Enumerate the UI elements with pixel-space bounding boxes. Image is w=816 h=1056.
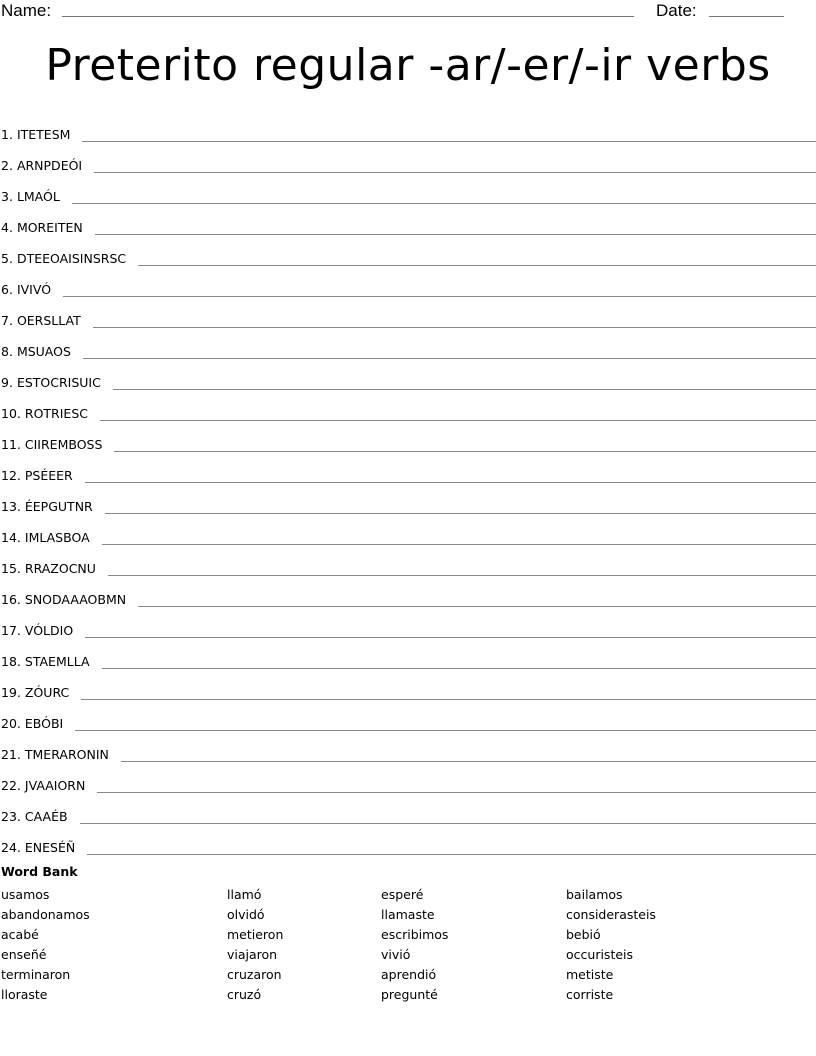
scramble-clue bbox=[0, 437, 102, 453]
answer-line[interactable] bbox=[95, 233, 816, 235]
scramble-row bbox=[0, 236, 816, 267]
word-bank-word: considerasteis bbox=[566, 907, 656, 922]
scrambled-word: MOREITEN bbox=[16, 220, 83, 235]
word-bank-word: lloraste bbox=[1, 987, 48, 1002]
scrambled-word: JVAAIORN bbox=[24, 778, 86, 793]
scramble-clue bbox=[0, 654, 90, 670]
scramble-number: 24. bbox=[1, 840, 21, 855]
word-bank-word: corriste bbox=[566, 987, 614, 1002]
word-bank-word: pregunté bbox=[381, 987, 438, 1002]
name-label: Name: bbox=[1, 1, 52, 20]
scramble-number: 13. bbox=[1, 499, 21, 514]
word-bank-word: abandonamos bbox=[1, 907, 90, 922]
answer-line[interactable] bbox=[81, 698, 816, 700]
scrambled-word: IVIVÓ bbox=[16, 282, 52, 297]
answer-line[interactable] bbox=[97, 791, 816, 793]
scramble-row bbox=[0, 329, 816, 360]
scramble-row bbox=[0, 484, 816, 515]
scrambled-word: ROTRIESC bbox=[24, 406, 88, 421]
scramble-clue bbox=[0, 406, 88, 422]
word-bank-word: escribimos bbox=[381, 927, 449, 942]
scrambled-word: OERSLLAT bbox=[16, 313, 81, 328]
word-bank-word: viajaron bbox=[227, 947, 278, 962]
scrambled-word: RRAZOCNU bbox=[24, 561, 96, 576]
scramble-row bbox=[0, 174, 816, 205]
answer-line[interactable] bbox=[63, 295, 816, 297]
name-field[interactable] bbox=[62, 16, 634, 17]
scrambled-word: ZÓURC bbox=[24, 685, 70, 700]
scramble-clue bbox=[0, 499, 93, 515]
scramble-number: 21. bbox=[1, 747, 21, 762]
scramble-clue bbox=[0, 220, 83, 236]
scramble-number: 6. bbox=[1, 282, 13, 297]
answer-line[interactable] bbox=[72, 202, 816, 204]
scrambled-word: ITETESM bbox=[16, 127, 71, 142]
scramble-clue bbox=[0, 282, 51, 298]
word-bank-word: terminaron bbox=[1, 967, 71, 982]
scramble-clue bbox=[0, 592, 126, 608]
scrambled-word: TMERARONIN bbox=[24, 747, 109, 762]
scramble-number: 17. bbox=[1, 623, 21, 638]
scramble-clue bbox=[0, 623, 73, 639]
scrambled-word: VÓLDIO bbox=[24, 623, 74, 638]
answer-line[interactable] bbox=[87, 853, 816, 855]
scramble-row bbox=[0, 639, 816, 670]
word-bank-column bbox=[566, 885, 656, 1005]
scramble-clue bbox=[0, 840, 75, 856]
scramble-clue bbox=[0, 561, 96, 577]
scramble-clue bbox=[0, 158, 82, 174]
word-bank-word: usamos bbox=[1, 887, 50, 902]
scrambled-word: MSUAOS bbox=[16, 344, 71, 359]
worksheet-title: Preterito regular -ar/-er/-ir verbs bbox=[45, 40, 771, 91]
scramble-clue bbox=[0, 809, 68, 825]
word-bank-word: enseñé bbox=[1, 947, 47, 962]
scramble-number: 4. bbox=[1, 220, 13, 235]
scramble-clue bbox=[0, 747, 109, 763]
date-field[interactable] bbox=[709, 16, 784, 17]
word-bank-word: bebió bbox=[566, 927, 601, 942]
scramble-number: 7. bbox=[1, 313, 13, 328]
scrambled-word: EBÓBI bbox=[24, 716, 64, 731]
answer-line[interactable] bbox=[100, 419, 816, 421]
scramble-number: 12. bbox=[1, 468, 21, 483]
scramble-row bbox=[0, 267, 816, 298]
answer-line[interactable] bbox=[85, 636, 816, 638]
answer-line[interactable] bbox=[82, 140, 816, 142]
answer-line[interactable] bbox=[102, 667, 816, 669]
scramble-row bbox=[0, 112, 816, 143]
answer-line[interactable] bbox=[102, 543, 816, 545]
scramble-row bbox=[0, 763, 816, 794]
word-bank-column bbox=[227, 885, 283, 1005]
scrambled-word: IMLASBOA bbox=[24, 530, 90, 545]
word-bank-word: metieron bbox=[227, 927, 284, 942]
scramble-clue bbox=[0, 344, 71, 360]
scramble-row bbox=[0, 546, 816, 577]
scramble-number: 2. bbox=[1, 158, 13, 173]
answer-line[interactable] bbox=[85, 481, 816, 483]
scramble-number: 19. bbox=[1, 685, 21, 700]
scrambled-word: CAAÉB bbox=[24, 809, 68, 824]
scramble-row bbox=[0, 515, 816, 546]
word-bank-word: vivió bbox=[381, 947, 411, 962]
scramble-row bbox=[0, 143, 816, 174]
scramble-row bbox=[0, 701, 816, 732]
word-bank-title: Word Bank bbox=[1, 864, 78, 879]
scramble-row bbox=[0, 298, 816, 329]
scramble-clue bbox=[0, 716, 63, 732]
answer-line[interactable] bbox=[94, 171, 816, 173]
answer-line[interactable] bbox=[75, 729, 816, 731]
scramble-row bbox=[0, 391, 816, 422]
scramble-clue bbox=[0, 127, 70, 143]
scrambled-word: CIIREMBOSS bbox=[24, 437, 103, 452]
scramble-clue bbox=[0, 530, 90, 546]
date-label: Date: bbox=[656, 1, 697, 20]
scramble-row bbox=[0, 453, 816, 484]
scramble-number: 3. bbox=[1, 189, 13, 204]
word-bank-word: metiste bbox=[566, 967, 614, 982]
scramble-clue bbox=[0, 778, 85, 794]
scrambled-word: ENESÉÑ bbox=[24, 840, 76, 855]
scramble-clue bbox=[0, 251, 126, 267]
scramble-list bbox=[0, 112, 816, 856]
scramble-row bbox=[0, 422, 816, 453]
scramble-number: 18. bbox=[1, 654, 21, 669]
word-bank-word: aprendió bbox=[381, 967, 437, 982]
scramble-row bbox=[0, 360, 816, 391]
answer-line[interactable] bbox=[138, 264, 816, 266]
scramble-clue bbox=[0, 685, 69, 701]
scramble-clue bbox=[0, 313, 81, 329]
scramble-row bbox=[0, 205, 816, 236]
scramble-row bbox=[0, 577, 816, 608]
worksheet-header bbox=[0, 0, 816, 24]
scrambled-word: PSÉEER bbox=[24, 468, 73, 483]
word-bank-column bbox=[381, 885, 448, 1005]
answer-line[interactable] bbox=[113, 388, 816, 390]
word-bank-word: bailamos bbox=[566, 887, 623, 902]
scramble-row bbox=[0, 608, 816, 639]
word-bank-word: esperé bbox=[381, 887, 424, 902]
scramble-number: 23. bbox=[1, 809, 21, 824]
answer-line[interactable] bbox=[138, 605, 816, 607]
scrambled-word: SNODAAAOBMN bbox=[24, 592, 127, 607]
word-bank-word: llamaste bbox=[381, 907, 435, 922]
scramble-number: 8. bbox=[1, 344, 13, 359]
scramble-number: 9. bbox=[1, 375, 13, 390]
scramble-clue bbox=[0, 468, 73, 484]
answer-line[interactable] bbox=[80, 822, 816, 824]
scramble-clue bbox=[0, 189, 60, 205]
scramble-number: 14. bbox=[1, 530, 21, 545]
scrambled-word: DTEEOAISINSRSC bbox=[16, 251, 127, 266]
answer-line[interactable] bbox=[105, 512, 816, 514]
scramble-number: 16. bbox=[1, 592, 21, 607]
scrambled-word: ARNPDEÓI bbox=[16, 158, 83, 173]
scramble-number: 22. bbox=[1, 778, 21, 793]
scrambled-word: ESTOCRISUIC bbox=[16, 375, 101, 390]
scrambled-word: ÉEPGUTNR bbox=[24, 499, 93, 514]
answer-line[interactable] bbox=[83, 357, 816, 359]
scramble-row bbox=[0, 825, 816, 856]
scramble-row bbox=[0, 670, 816, 701]
word-bank-word: occuristeis bbox=[566, 947, 634, 962]
scramble-number: 20. bbox=[1, 716, 21, 731]
scrambled-word: LMAÓL bbox=[16, 189, 60, 204]
word-bank-columns bbox=[0, 879, 816, 1019]
scramble-row bbox=[0, 794, 816, 825]
scrambled-word: STAEMLLA bbox=[24, 654, 90, 669]
answer-line[interactable] bbox=[121, 760, 816, 762]
answer-line[interactable] bbox=[114, 450, 816, 452]
word-bank-word: cruzó bbox=[227, 987, 262, 1002]
scramble-clue bbox=[0, 375, 101, 391]
scramble-number: 5. bbox=[1, 251, 13, 266]
word-bank-word: llamó bbox=[227, 887, 262, 902]
word-bank-column bbox=[1, 885, 90, 1005]
word-bank-word: cruzaron bbox=[227, 967, 282, 982]
scramble-row bbox=[0, 732, 816, 763]
scramble-number: 15. bbox=[1, 561, 21, 576]
answer-line[interactable] bbox=[108, 574, 816, 576]
scramble-number: 10. bbox=[1, 406, 21, 421]
answer-line[interactable] bbox=[93, 326, 816, 328]
word-bank bbox=[0, 864, 816, 1019]
scramble-number: 1. bbox=[1, 127, 13, 142]
word-bank-word: olvidó bbox=[227, 907, 265, 922]
scramble-number: 11. bbox=[1, 437, 21, 452]
word-bank-word: acabé bbox=[1, 927, 39, 942]
